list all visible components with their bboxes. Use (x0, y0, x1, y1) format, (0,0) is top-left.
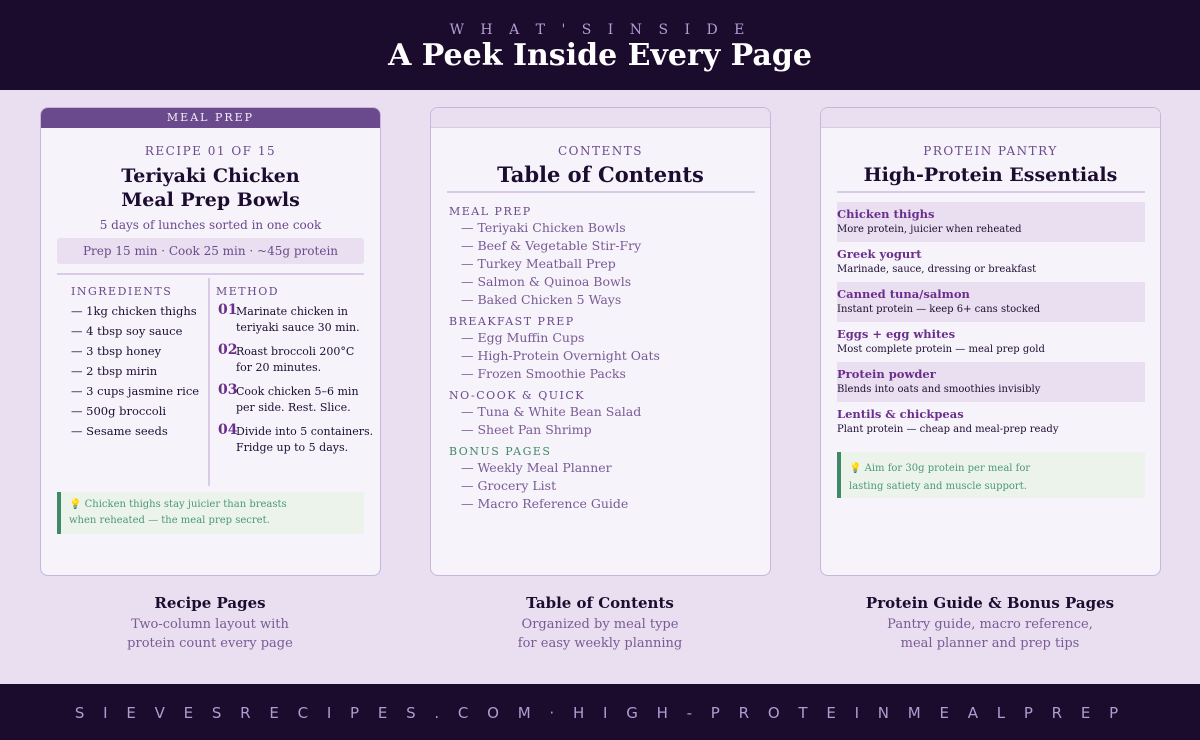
toc-item: — Grocery List (461, 478, 557, 493)
toc-item: — Teriyaki Chicken Bowls (461, 220, 626, 235)
toc-item: — Egg Muffin Cups (461, 330, 585, 345)
pantry-item-desc: Most complete protein — meal prep gold (837, 344, 1045, 355)
ingredient-item: — 4 tbsp soy sauce (71, 324, 183, 338)
ingredient-item: — 500g broccoli (71, 404, 167, 418)
page-footer (0, 684, 1200, 740)
step-text: Marinate chicken in teriyaki sauce 30 min. (236, 305, 360, 334)
toc-section-heading: BREAKFAST PREP (449, 315, 575, 328)
pantry-item (837, 282, 1145, 322)
caption-recipe-pages (40, 594, 380, 653)
toc-item: — High-Protein Overnight Oats (461, 348, 660, 363)
pantry-item-desc: Blends into oats and smoothies invisibly (837, 384, 1041, 395)
ingredient-item: — 3 cups jasmine rice (71, 384, 200, 398)
pantry-item-name: Protein powder (837, 367, 936, 381)
protein-tip: 💡 Aim for 30g protein per meal for lasting satiety and muscle support. (837, 452, 1145, 498)
pantry-item-name: Eggs + egg whites (837, 327, 956, 341)
recipe-title-line-2: Meal Prep Bowls (121, 189, 300, 211)
column-divider (208, 278, 210, 486)
toc-item: — Baked Chicken 5 Ways (461, 292, 622, 307)
toc-page-preview (430, 107, 771, 576)
recipe-stats: Prep 15 min · Cook 25 min · ~45g protein (57, 238, 364, 264)
pantry-item (837, 202, 1145, 242)
caption-title: Table of Contents (526, 594, 674, 612)
page-title: A Peek Inside Every Page (388, 38, 812, 73)
toc-section-heading: BONUS PAGES (449, 445, 552, 458)
toc-item: — Sheet Pan Shrimp (461, 422, 592, 437)
step-number: 04 (218, 422, 238, 438)
pantry-item-name: Canned tuna/salmon (837, 287, 970, 301)
pantry-item-desc: Plant protein — cheap and meal-prep ready (837, 424, 1059, 435)
step-number: 03 (218, 382, 238, 398)
ingredient-item: — 1kg chicken thighs (71, 304, 197, 318)
pantry-item-desc: Instant protein — keep 6+ cans stocked (837, 304, 1041, 315)
toc-item: — Turkey Meatball Prep (461, 256, 616, 271)
recipe-page-preview (40, 107, 381, 576)
caption-text: Organized by meal type for easy weekly planning (517, 617, 683, 651)
toc-section-heading: MEAL PREP (449, 205, 532, 218)
ingredient-item: — 2 tbsp mirin (71, 364, 158, 378)
toc-item: — Salmon & Quinoa Bowls (461, 274, 632, 289)
recipe-title-line-1: Teriyaki Chicken (121, 165, 300, 187)
pantry-kicker: PROTEIN PANTRY (923, 144, 1058, 158)
pantry-item (837, 362, 1145, 402)
divider (447, 191, 755, 193)
recipe-tip: 💡 Chicken thighs stay juicier than breasts when reheated — the meal prep secret. (57, 492, 364, 534)
pantry-item-desc: Marinade, sauce, dressing or breakfast (837, 264, 1037, 275)
pantry-item-name: Chicken thighs (837, 207, 935, 221)
card-cap (431, 108, 770, 128)
card-cap (821, 108, 1160, 128)
pantry-item-name: Greek yogurt (837, 247, 922, 261)
toc-item: — Weekly Meal Planner (461, 460, 612, 475)
toc-item: — Tuna & White Bean Salad (461, 404, 642, 419)
recipe-subtitle: 5 days of lunches sorted in one cook (99, 218, 322, 232)
step-text: Cook chicken 5–6 min per side. Rest. Slice. (236, 385, 359, 414)
pantry-title: High-Protein Essentials (863, 164, 1118, 186)
header-kicker: W H A T ' S I N S I D E (449, 22, 751, 38)
protein-guide-preview (820, 107, 1161, 576)
toc-item: — Macro Reference Guide (461, 496, 629, 511)
toc-title: Table of Contents (497, 162, 704, 187)
pantry-item (837, 322, 1145, 362)
caption-protein-guide (820, 594, 1160, 653)
recipe-title (41, 164, 380, 212)
meal-prep-tag: MEAL PREP (41, 108, 380, 128)
pantry-item-name: Lentils & chickpeas (837, 407, 964, 421)
pantry-item (837, 242, 1145, 282)
pantry-item-desc: More protein, juicier when reheated (837, 224, 1022, 235)
toc-item: — Frozen Smoothie Packs (461, 366, 626, 381)
footer-url: S I E V E S R E C I P E S . C O M · H I G H - P R O T E I N M E A L P R E P (74, 704, 1126, 722)
page-header (0, 0, 1200, 90)
pantry-item (837, 402, 1145, 442)
divider (837, 191, 1145, 193)
caption-text: Two-column layout with protein count every page (127, 617, 293, 651)
contents-kicker: CONTENTS (557, 144, 643, 158)
step-text: Divide into 5 containers. Fridge up to 5 days. (236, 425, 374, 454)
caption-table-of-contents (430, 594, 770, 653)
ingredient-item: — Sesame seeds (71, 424, 168, 438)
step-text: Roast broccoli 200°C for 20 minutes. (236, 345, 355, 374)
step-number: 02 (218, 342, 238, 358)
step-number: 01 (218, 302, 238, 318)
ingredient-item: — 3 tbsp honey (71, 344, 162, 358)
ingredients-heading: INGREDIENTS (71, 285, 173, 298)
caption-title: Protein Guide & Bonus Pages (865, 594, 1115, 612)
method-heading: METHOD (216, 285, 280, 298)
toc-section-heading: NO-COOK & QUICK (449, 389, 585, 402)
divider (57, 273, 364, 275)
caption-title: Recipe Pages (154, 594, 266, 612)
caption-text: Pantry guide, macro reference, meal planner and prep tips (887, 617, 1093, 651)
recipe-number: RECIPE 01 OF 15 (144, 144, 277, 158)
toc-item: — Beef & Vegetable Stir-Fry (461, 238, 642, 253)
